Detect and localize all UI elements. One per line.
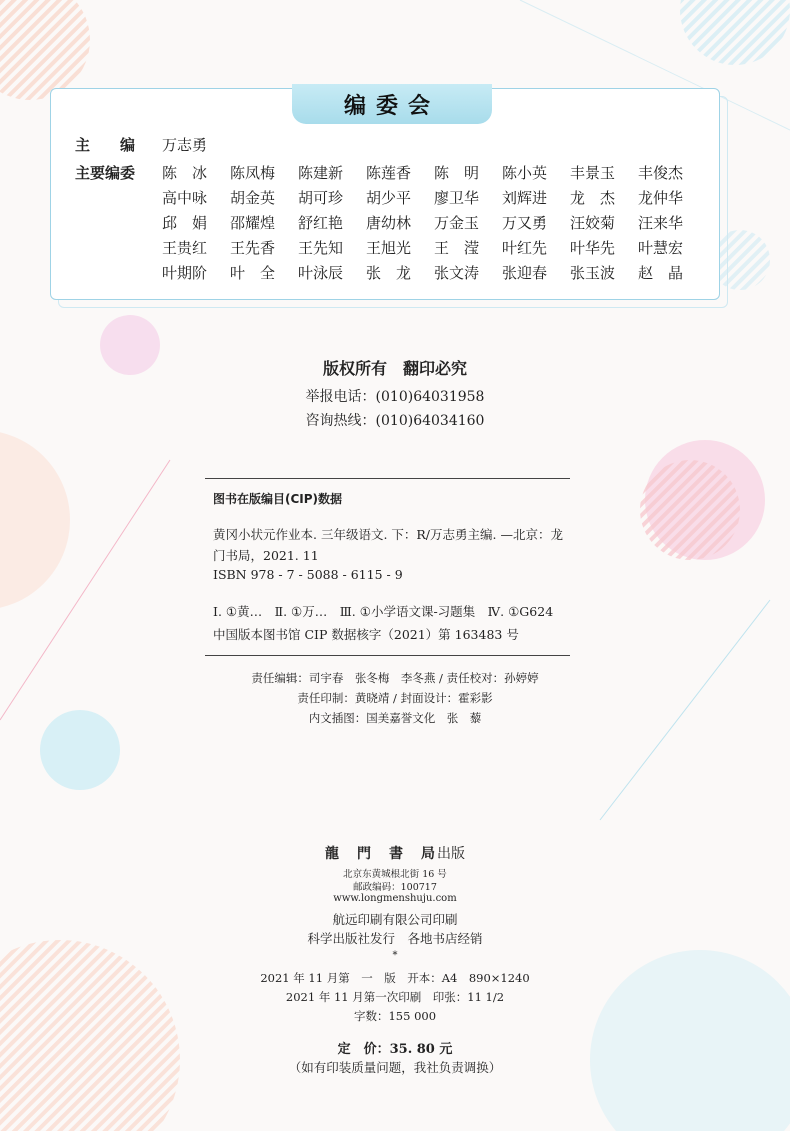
copyright-notice: 版权所有 翻印必究 (322, 359, 467, 378)
member-name: 叶红先 (502, 239, 548, 257)
price: 定 价：35. 80 元 (337, 1042, 453, 1057)
member-name: 叶期阶 (162, 264, 208, 282)
cip-header: 图书在版编目(CIP)数据 (213, 492, 343, 506)
member-name: 龙 杰 (570, 189, 616, 207)
member-name: 张玉波 (570, 264, 616, 282)
member-name: 张文涛 (434, 264, 480, 282)
chief-editor-label: 主 编 (75, 136, 136, 154)
member-name: 廖卫华 (434, 189, 480, 207)
cip-bottom-rule (205, 655, 570, 656)
cip-classification: Ⅰ. ①黄… Ⅱ. ①万… Ⅲ. ①小学语文课-习题集 Ⅳ. ①G624 (213, 604, 554, 619)
member-name: 舒红艳 (298, 214, 344, 232)
member-name: 王旭光 (366, 239, 412, 257)
cip-line-2: 门书局，2021. 11 (213, 548, 319, 563)
member-name: 陈 明 (434, 164, 480, 182)
member-name: 王贵红 (162, 239, 208, 257)
member-name: 陈小英 (502, 164, 548, 182)
member-name: 陈 冰 (162, 164, 208, 182)
publisher-name: 龍 門 書 局 (325, 846, 437, 862)
quality-note: （如有印装质量问题，我社负责调换） (288, 1060, 502, 1075)
credits-line-3: 内文插图：国美嘉誉文化 张 藜 (308, 711, 482, 725)
member-name: 刘辉进 (502, 189, 548, 207)
member-name: 赵 晶 (638, 264, 684, 282)
printer-line: 航远印刷有限公司印刷 (332, 912, 458, 927)
separator-star: * (392, 950, 398, 961)
cip-record: 中国版本图书馆 CIP 数据核字（2021）第 163483 号 (213, 627, 519, 642)
member-name: 陈建新 (298, 164, 344, 182)
member-name: 胡金英 (230, 189, 276, 207)
member-name: 万又勇 (502, 214, 548, 232)
cip-isbn: ISBN 978 - 7 - 5088 - 6115 - 9 (213, 567, 403, 582)
member-name: 叶泳辰 (298, 264, 344, 282)
member-name: 汪姣菊 (570, 214, 616, 232)
member-name: 龙仲华 (638, 189, 684, 207)
consult-hotline: 咨询热线：(010)64034160 (305, 413, 485, 429)
member-name: 汪来华 (638, 214, 684, 232)
member-name: 王先知 (298, 239, 344, 257)
report-phone: 举报电话：(010)64031958 (305, 389, 485, 405)
member-name: 叶 全 (230, 264, 276, 282)
publisher-line (0, 843, 790, 863)
member-name: 邵耀煌 (230, 214, 276, 232)
credits-line-1: 责任编辑：司宇春 张冬梅 李冬燕 / 责任校对：孙婷婷 (251, 671, 539, 685)
member-name: 陈凤梅 (230, 164, 276, 182)
member-name: 丰景玉 (570, 164, 616, 182)
member-name: 唐幼林 (366, 214, 412, 232)
member-name: 叶华先 (570, 239, 616, 257)
member-name: 王 滢 (434, 239, 480, 257)
cip-line-1: 黄冈小状元作业本. 三年级语文. 下：R/万志勇主编. —北京：龙 (213, 527, 563, 542)
publisher-suffix: 出版 (437, 846, 465, 862)
member-name: 邱 娟 (162, 214, 208, 232)
members-label: 主要编委 (75, 164, 136, 182)
member-name: 王先香 (230, 239, 276, 257)
chief-editor-name: 万志勇 (162, 136, 208, 154)
member-name: 张 龙 (366, 264, 412, 282)
edition-line: 2021 年 11 月第 一 版 开本：A4 890×1240 (260, 971, 530, 985)
word-count: 字数：155 000 (353, 1009, 437, 1023)
credits-line-2: 责任印制：黄晓靖 / 封面设计：霍彩影 (297, 691, 493, 705)
member-name: 高中咏 (162, 189, 208, 207)
member-name: 胡少平 (366, 189, 412, 207)
publisher-address: 北京东黄城根北街 16 号 (343, 869, 447, 880)
member-name: 胡可珍 (298, 189, 344, 207)
publisher-postcode: 邮政编码：100717 (353, 882, 437, 893)
member-name: 叶慧宏 (638, 239, 684, 257)
member-name: 张迎春 (502, 264, 548, 282)
member-name: 万金玉 (434, 214, 480, 232)
printing-line: 2021 年 11 月第一次印刷 印张：11 1/2 (285, 990, 505, 1004)
editorial-board-title: 编委会 (292, 84, 492, 124)
cip-top-rule (205, 478, 570, 479)
distribution-line: 科学出版社发行 各地书店经销 (307, 931, 483, 946)
member-name: 丰俊杰 (638, 164, 684, 182)
publisher-website: www.longmenshuju.com (333, 893, 457, 904)
member-name: 陈莲香 (366, 164, 412, 182)
